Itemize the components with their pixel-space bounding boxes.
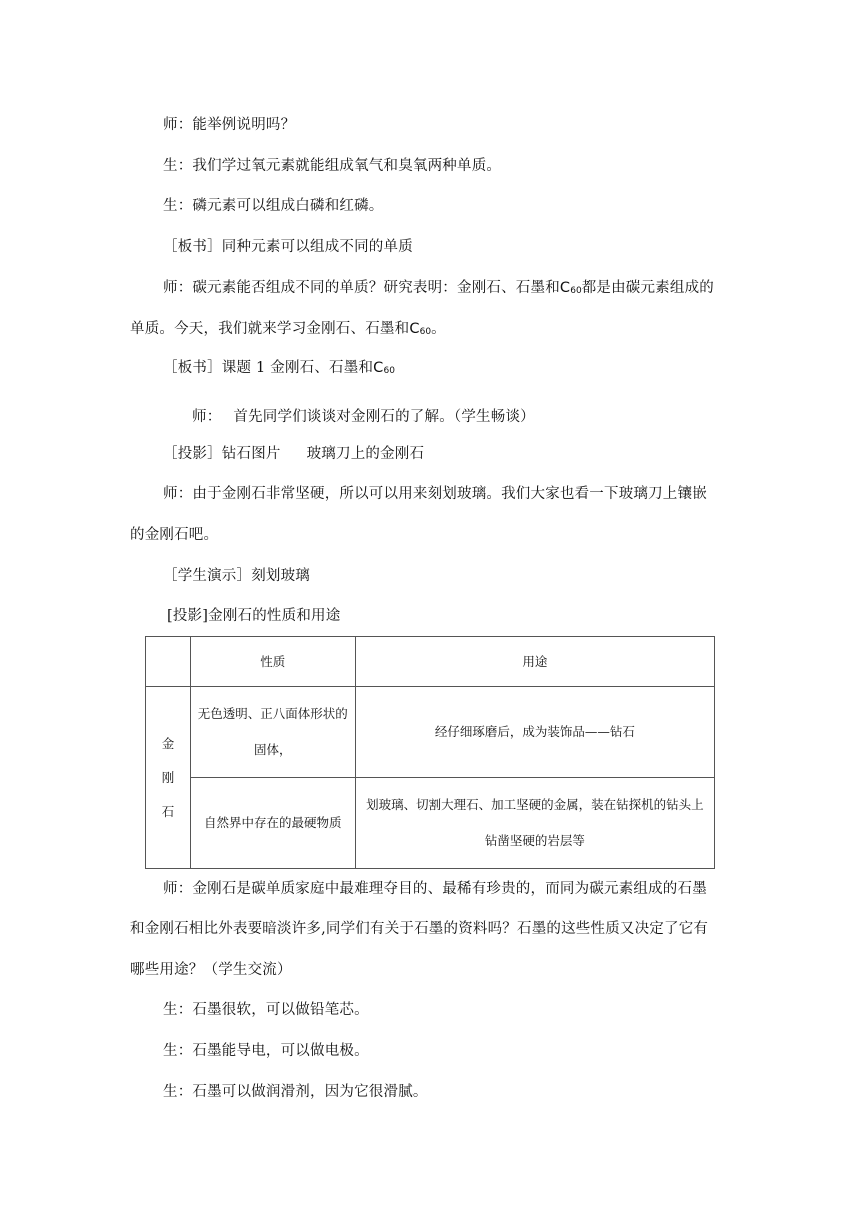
c60-letter: C xyxy=(373,360,384,376)
table-header-row xyxy=(146,637,715,687)
dialogue-line: 生：石墨很软，可以做铅笔芯。 xyxy=(163,1002,369,1018)
dialogue-line xyxy=(192,407,535,427)
row-label-char: 金 xyxy=(161,735,175,751)
text-segment: ［投影］钻石图片 xyxy=(163,446,281,462)
property-cell xyxy=(190,687,355,778)
c60-letter: C xyxy=(409,321,420,337)
use-cell xyxy=(355,778,714,869)
cell-text: 划玻璃、切割大理石、加工坚硬的金属，装在钻探机的钻头上 xyxy=(366,797,704,812)
c60-formula xyxy=(373,360,395,376)
text-segment: 玻璃刀上的金刚石 xyxy=(306,446,425,462)
cell-text: 经仔细琢磨后，成为装饰品——钻石 xyxy=(434,724,635,739)
row-label-cell xyxy=(146,687,191,869)
text-segment: 首先同学们谈谈对金刚石的了解。（学生畅谈） xyxy=(233,409,535,425)
text-segment: 师：碳元素能否组成不同的单质？研究表明：金刚石、石墨和 xyxy=(163,280,560,296)
c60-formula xyxy=(409,321,431,337)
board-note: ［板书］同种元素可以组成不同的单质 xyxy=(163,239,413,255)
board-note xyxy=(163,444,424,464)
text-segment: 都是由碳元素组成的 xyxy=(581,280,714,296)
c60-letter: C xyxy=(559,280,571,296)
cell-text: 自然界中存在的最硬物质 xyxy=(204,815,342,830)
diamond-properties-table xyxy=(145,636,715,869)
board-note: ［学生演示］刻划玻璃 xyxy=(163,568,310,584)
property-cell xyxy=(190,778,355,869)
text-segment: ［板书］课题 1 金刚石、石墨和 xyxy=(163,360,374,376)
table-row xyxy=(146,687,715,778)
dialogue-line: 生：磷元素可以组成白磷和红磷。 xyxy=(163,198,384,214)
text-segment: 。 xyxy=(431,321,446,337)
cell-text: 钻凿坚硬的岩层等 xyxy=(484,833,585,848)
speaker-label: 师： xyxy=(192,409,222,425)
table-header-cell xyxy=(146,637,191,687)
c60-subscript: 60 xyxy=(383,366,395,376)
dialogue-line: 哪些用途？（学生交流） xyxy=(130,962,292,978)
c60-formula xyxy=(560,280,582,296)
cell-text: 无色透明、正八面体形状的 xyxy=(197,706,348,721)
c60-subscript: 60 xyxy=(570,286,582,296)
table-caption: [投影]金刚石的性质和用途 xyxy=(167,608,341,624)
dialogue-line: 生：石墨能导电，可以做电极。 xyxy=(163,1043,369,1059)
dialogue-line: 师：能举例说明吗？ xyxy=(163,117,296,133)
dialogue-line xyxy=(130,319,446,342)
dialogue-line: 和金刚石相比外表要暗淡许多,同学们有关于石墨的资料吗？石墨的这些性质又决定了它有 xyxy=(130,921,709,937)
dialogue-line xyxy=(163,278,714,301)
board-note xyxy=(163,358,395,381)
table-header-cell: 性质 xyxy=(190,637,355,687)
row-label-char: 刚 xyxy=(161,769,175,785)
table-row xyxy=(146,778,715,869)
table-header-cell: 用途 xyxy=(355,637,714,687)
dialogue-line: 师：由于金刚石非常坚硬，所以可以用来刻划玻璃。我们大家也看一下玻璃刀上镶嵌 xyxy=(163,486,707,502)
dialogue-line: 的金刚石吧。 xyxy=(130,527,219,543)
dialogue-line: 师：金刚石是碳单质家庭中最难理夺目的、最稀有珍贵的，而同为碳元素组成的石墨 xyxy=(163,881,707,897)
c60-subscript: 60 xyxy=(419,327,432,337)
text-segment: 单质。今天，我们就来学习金刚石、石墨和 xyxy=(130,321,410,337)
cell-text: 固体， xyxy=(254,742,292,757)
use-cell xyxy=(355,687,714,778)
dialogue-line: 生：石墨可以做润滑剂，因为它很滑腻。 xyxy=(163,1084,428,1100)
row-label-char: 石 xyxy=(161,803,175,819)
dialogue-line: 生：我们学过氧元素就能组成氧气和臭氧两种单质。 xyxy=(163,158,502,174)
